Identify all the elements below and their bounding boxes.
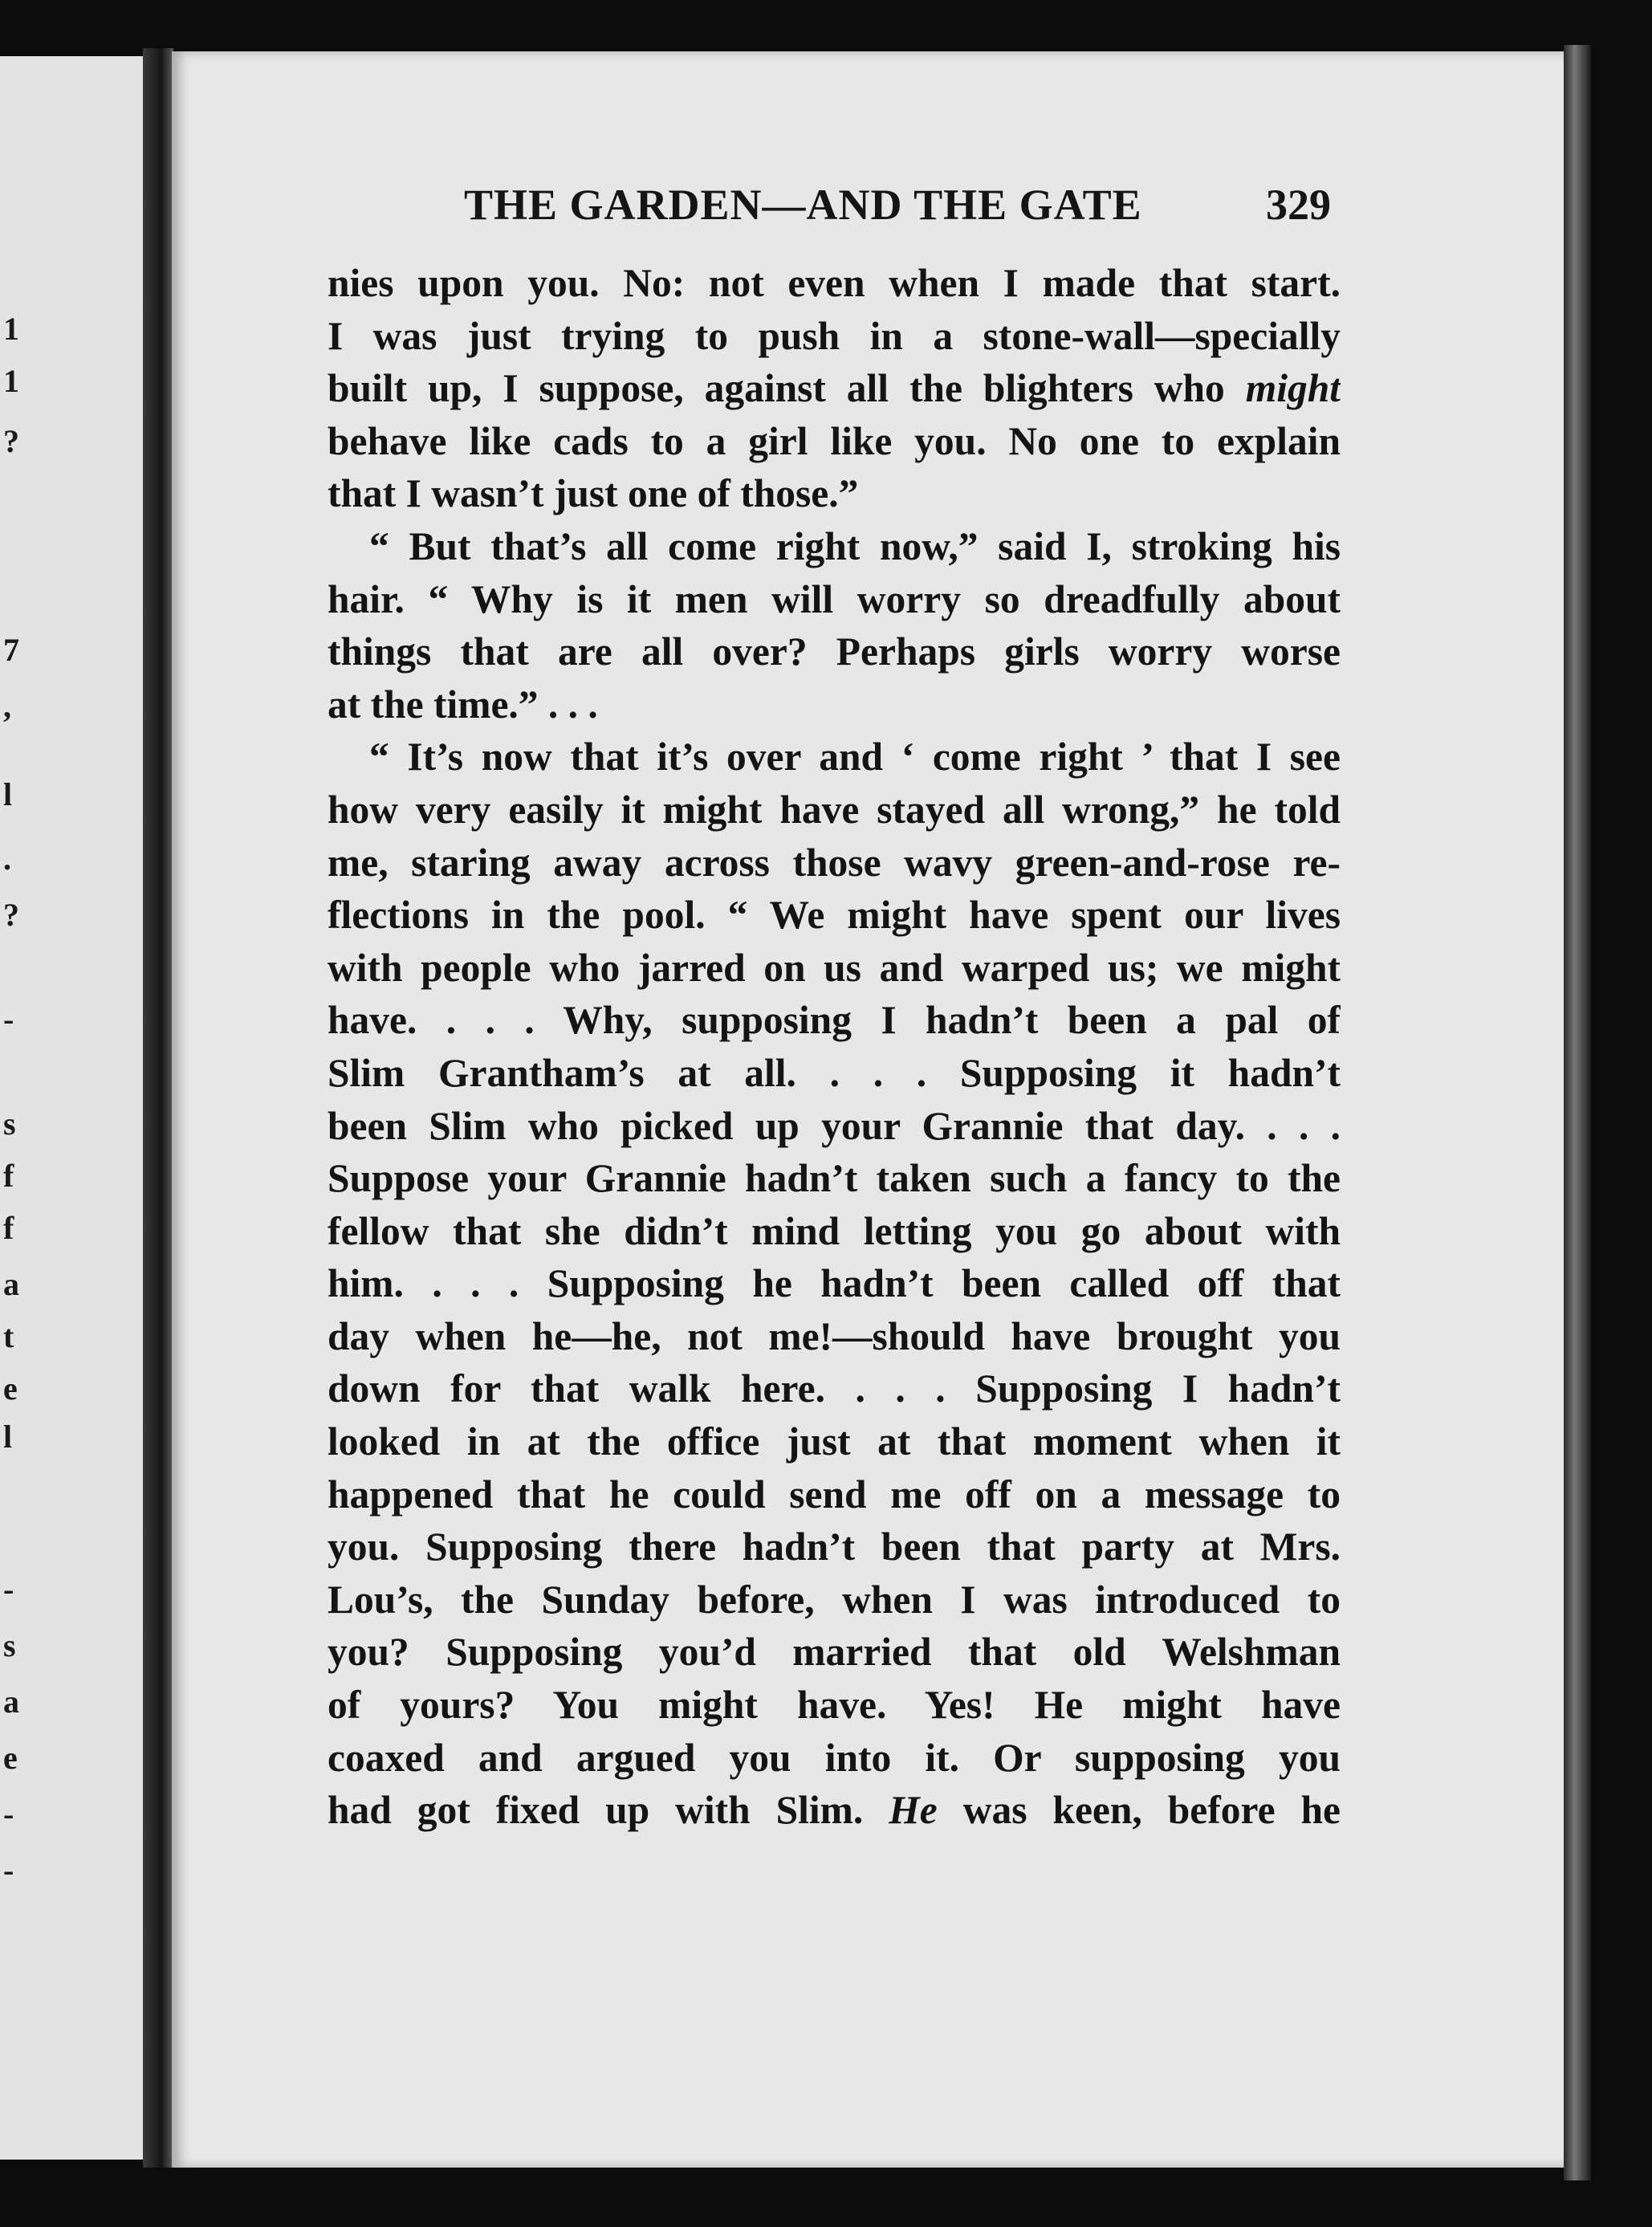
running-title: THE GARDEN—AND THE GATE <box>464 181 1142 229</box>
body-text <box>328 257 1341 1879</box>
text-line: you? Supposing you’d married that old Welshman <box>328 1630 1341 1675</box>
text-line: that I wasn’t just one of those.” <box>328 471 859 516</box>
text-line: him. . . . Supposing he hadn’t been called off that <box>328 1261 1341 1306</box>
text-line: you. Supposing there hadn’t been that party at Mrs. <box>328 1525 1341 1569</box>
page-edge-shadow <box>1564 45 1591 2180</box>
fragment: t <box>3 1318 14 1354</box>
fragment: . <box>3 841 11 877</box>
text-line: “ It’s now that it’s over and ‘ come right ’ that I see <box>369 735 1341 780</box>
text-line: “ But that’s all come right now,” said I, stroking his <box>369 523 1341 568</box>
fragment: f <box>3 1210 14 1246</box>
fragment: l <box>3 1419 13 1455</box>
fragment: a <box>3 1683 19 1720</box>
fragment: 7 <box>3 632 19 668</box>
fragment: - <box>3 1852 14 1888</box>
text-line: hair. “ Why is it men will worry so dreadfully about <box>328 576 1341 621</box>
text-line: of yours? You might have. Yes! He might have <box>328 1683 1341 1728</box>
fragment: e <box>3 1740 18 1776</box>
text-line: down for that walk here. . . . Supposing I hadn’t <box>328 1366 1341 1411</box>
fragment: ? <box>3 423 19 459</box>
fragment: e <box>3 1370 18 1407</box>
page-header <box>464 180 1331 244</box>
text-line: happened that he could send me off on a message to <box>328 1472 1341 1517</box>
text-line: looked in at the office just at that moment when it <box>328 1419 1341 1464</box>
text-line: things that are all over? Perhaps girls worry worse <box>328 629 1341 674</box>
fragment: l <box>3 776 13 812</box>
fragment: - <box>3 1571 14 1607</box>
fragment: f <box>3 1158 14 1194</box>
fragment: 1 <box>3 311 19 347</box>
text-line: coaxed and argued you into it. Or supposing you <box>328 1735 1341 1780</box>
fragment: 1 <box>3 363 19 399</box>
fragment: , <box>3 688 11 724</box>
facing-page-fragments <box>0 56 24 2160</box>
text-line: been Slim who picked up your Grannie that day. . . . <box>328 1103 1341 1148</box>
page-number: 329 <box>1266 181 1331 229</box>
fragment: s <box>3 1627 16 1663</box>
text-line: fellow that she didn’t mind letting you go about with <box>328 1208 1341 1253</box>
fragment: ? <box>3 897 19 933</box>
text-line: me, staring away across those wavy green-and-rose re- <box>328 840 1341 885</box>
text-line: day when he—he, not me!—should have brought you <box>328 1313 1341 1358</box>
text-line: Slim Grantham’s at all. . . . Supposing it hadn’t <box>328 1050 1341 1095</box>
text-line: flections in the pool. “ We might have spent our lives <box>328 893 1341 938</box>
text-line: had got fixed up with Slim. He was keen, before he <box>328 1788 1341 1833</box>
text-line: nies upon you. No: not even when I made that start. <box>328 261 1341 305</box>
text-line: behave like cads to a girl like you. No one to explain <box>328 418 1341 463</box>
book-gutter <box>143 48 173 2168</box>
text-line: Lou’s, the Sunday before, when I was introduced to <box>328 1577 1341 1622</box>
fragment: - <box>3 1796 14 1832</box>
text-line: built up, I suppose, against all the blighters who might <box>328 366 1341 411</box>
text-line: how very easily it might have stayed all wrong,” he told <box>328 787 1341 832</box>
text-line: I was just trying to push in a stone-wall—specially <box>328 313 1341 358</box>
text-line: at the time.” . . . <box>328 682 598 727</box>
fragment: s <box>3 1105 16 1142</box>
text-line: with people who jarred on us and warped us; we might <box>328 945 1341 990</box>
fragment: a <box>3 1266 19 1302</box>
fragment: - <box>3 1001 14 1037</box>
text-line: have. . . . Why, supposing I hadn’t been a pal of <box>328 998 1341 1043</box>
facing-page-edge <box>0 56 143 2160</box>
text-line: Suppose your Grannie hadn’t taken such a fancy to the <box>328 1156 1341 1201</box>
